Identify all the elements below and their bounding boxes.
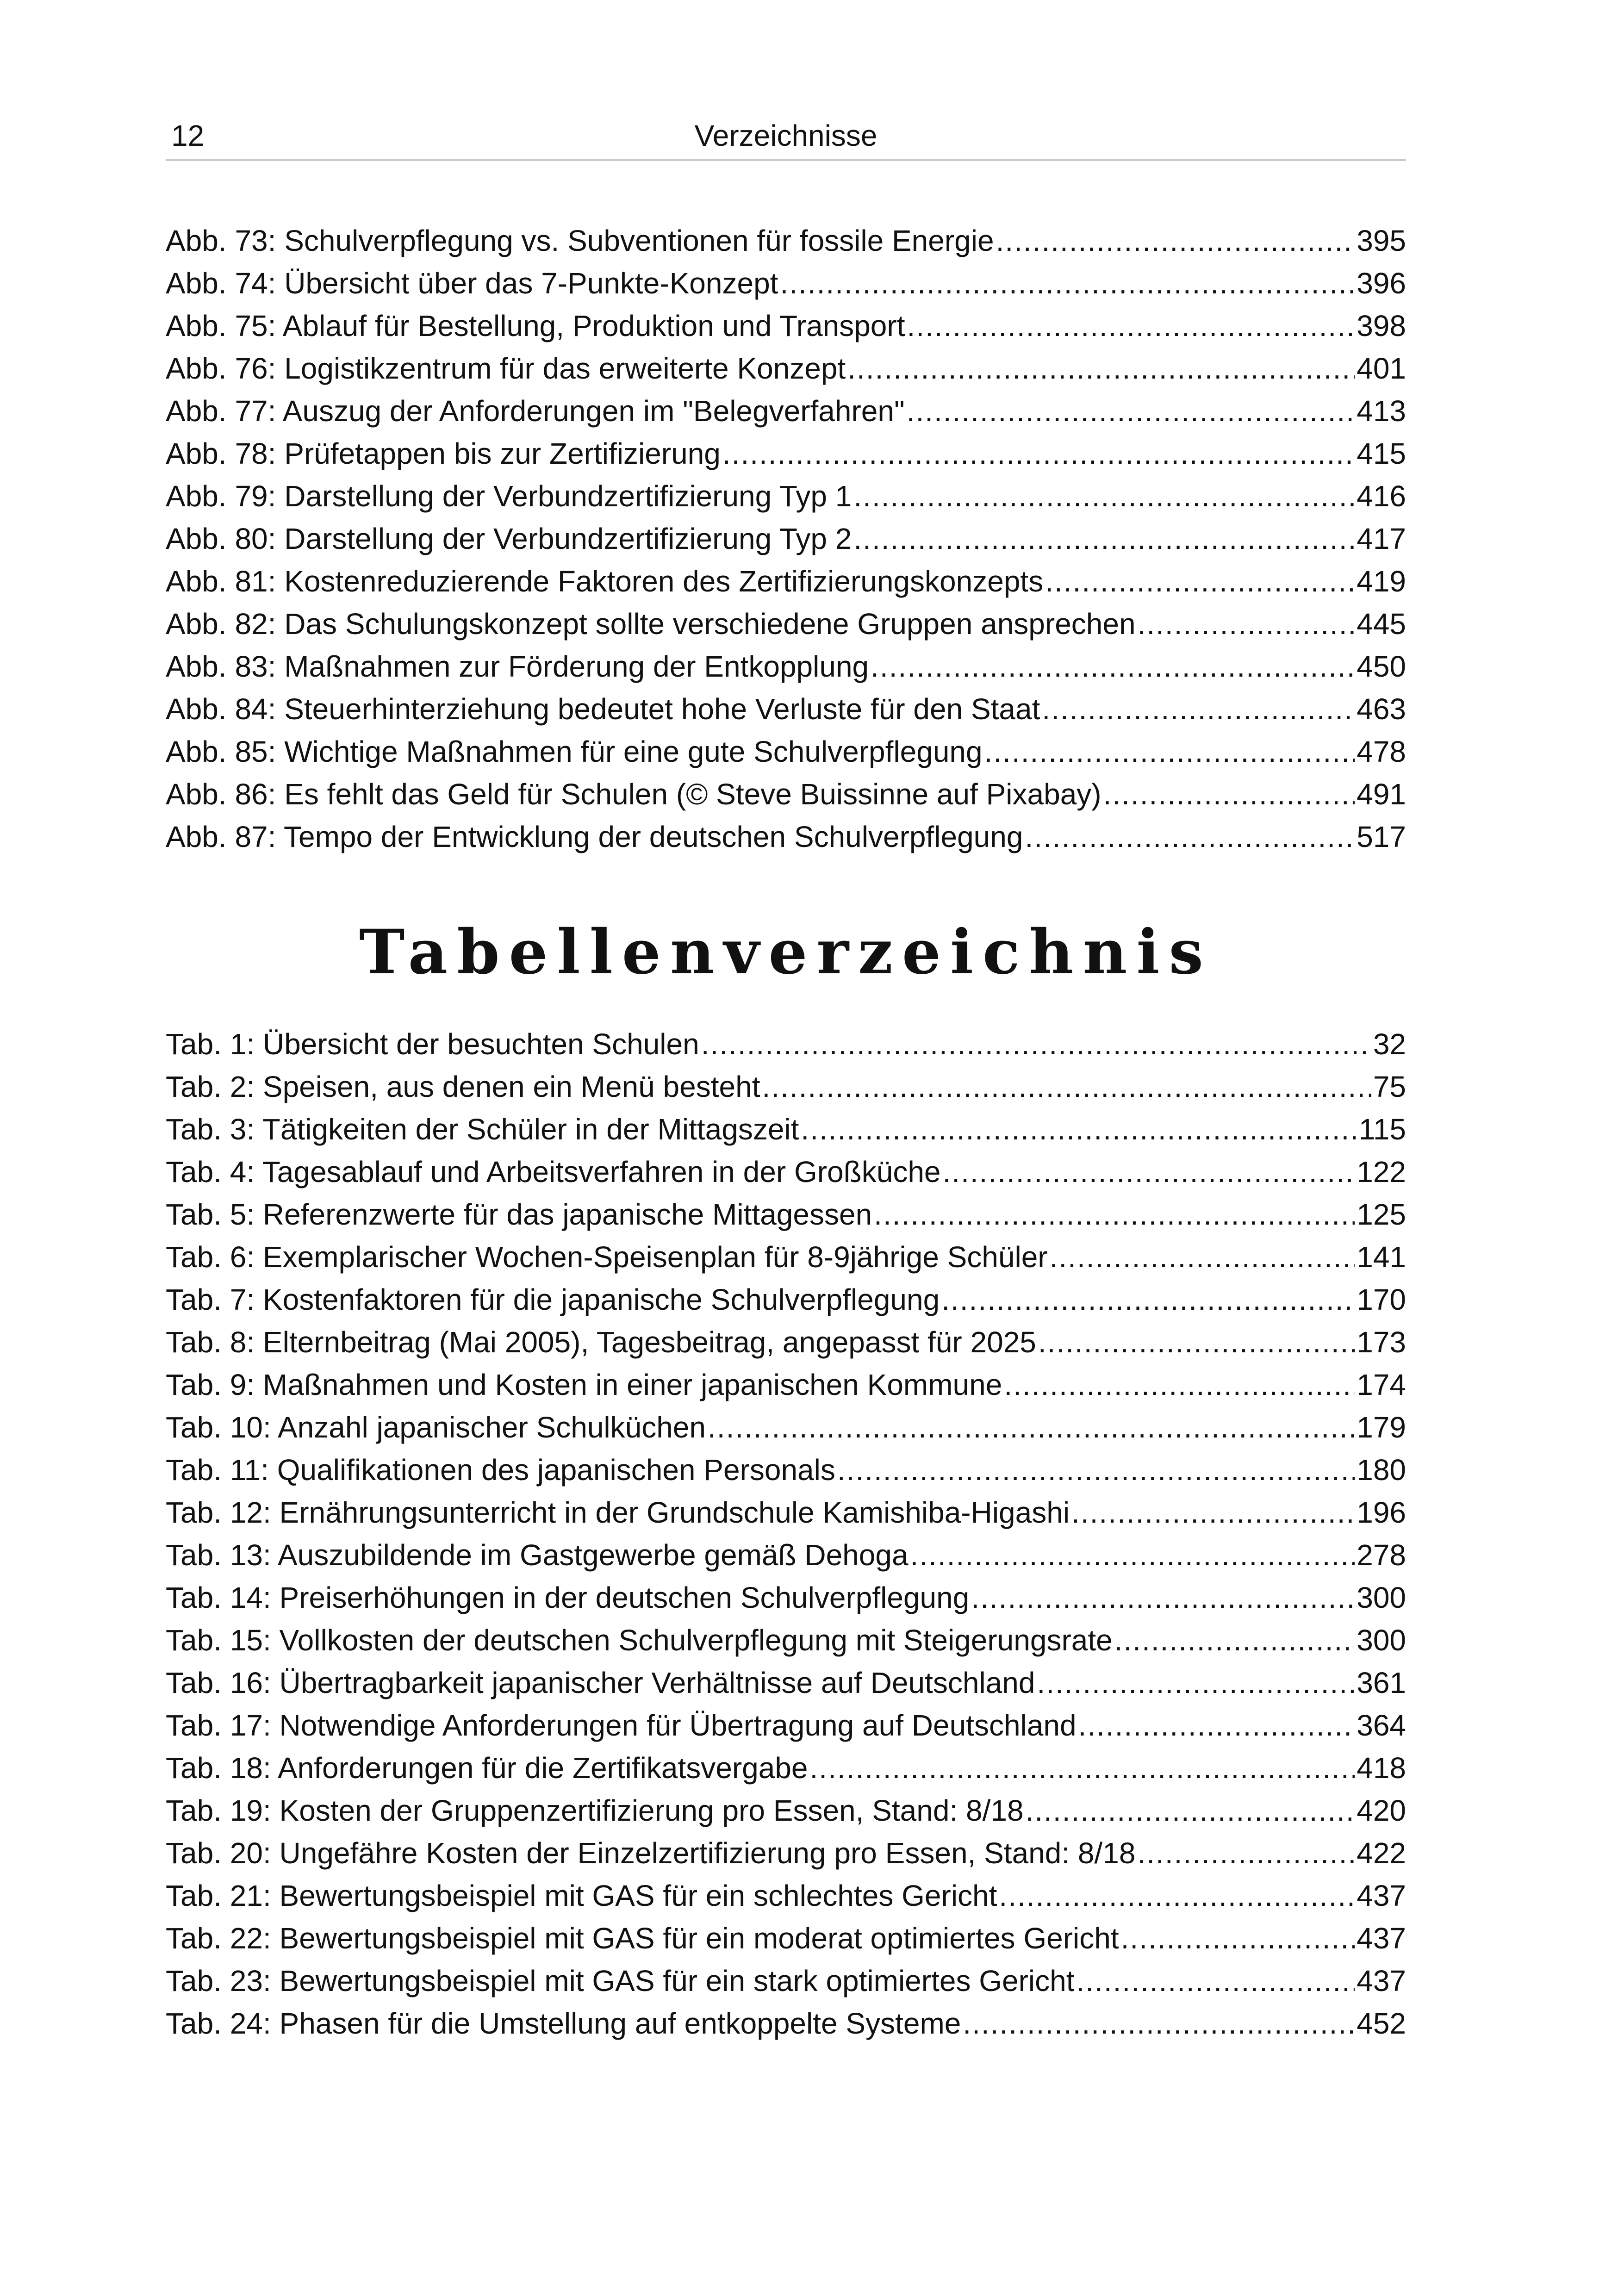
figure-entry-page-number: 395 bbox=[1357, 224, 1406, 257]
figure-entry-title: Abb. 80: Darstellung der Verbundzertifizierung Typ 2 bbox=[166, 522, 852, 555]
figure-entry[interactable] bbox=[166, 730, 1406, 773]
table-entry-page-number: 75 bbox=[1373, 1070, 1406, 1103]
table-entry-page-number: 437 bbox=[1357, 1879, 1406, 1912]
figure-entry-title: Abb. 82: Das Schulungskonzept sollte verschiedene Gruppen ansprechen bbox=[166, 607, 1136, 641]
dot-leader bbox=[1078, 1704, 1355, 1747]
table-entry[interactable] bbox=[166, 1619, 1406, 1661]
dot-leader bbox=[910, 1534, 1355, 1576]
table-entry-page-number: 300 bbox=[1357, 1581, 1406, 1614]
figure-entry[interactable] bbox=[166, 347, 1406, 390]
table-entry-page-number: 361 bbox=[1357, 1666, 1406, 1699]
figure-entry[interactable] bbox=[166, 432, 1406, 475]
table-entry[interactable] bbox=[166, 1874, 1406, 1917]
table-entry[interactable] bbox=[166, 1363, 1406, 1406]
running-header bbox=[166, 117, 1406, 161]
dot-leader bbox=[722, 432, 1355, 475]
dot-leader bbox=[1025, 815, 1355, 858]
table-entry-page-number: 300 bbox=[1357, 1624, 1406, 1657]
figure-entry-page-number: 419 bbox=[1357, 565, 1406, 598]
dot-leader bbox=[871, 645, 1355, 688]
table-entry-page-number: 180 bbox=[1357, 1453, 1406, 1487]
dot-leader bbox=[971, 1576, 1355, 1619]
figure-entry[interactable] bbox=[166, 475, 1406, 517]
dot-leader bbox=[907, 305, 1355, 347]
table-entry[interactable] bbox=[166, 1832, 1406, 1874]
dot-leader bbox=[853, 517, 1355, 560]
table-entry[interactable] bbox=[166, 1661, 1406, 1704]
table-entry-title: Tab. 18: Anforderungen für die Zertifikatsvergabe bbox=[166, 1751, 808, 1785]
table-entry[interactable] bbox=[166, 1917, 1406, 1960]
table-entry-page-number: 418 bbox=[1357, 1751, 1406, 1785]
figure-entry-title: Abb. 77: Auszug der Anforderungen im "Belegverfahren" bbox=[166, 394, 905, 428]
figure-entry-title: Abb. 73: Schulverpflegung vs. Subventionen für fossile Energie bbox=[166, 224, 994, 257]
page-number: 12 bbox=[171, 119, 205, 152]
table-entry-page-number: 278 bbox=[1357, 1538, 1406, 1572]
table-entry[interactable] bbox=[166, 1278, 1406, 1321]
dot-leader bbox=[941, 1278, 1355, 1321]
table-entry-title: Tab. 9: Maßnahmen und Kosten in einer japanischen Kommune bbox=[166, 1368, 1002, 1401]
dot-leader bbox=[943, 1151, 1355, 1193]
figure-entry-title: Abb. 78: Prüfetappen bis zur Zertifizierung bbox=[166, 437, 721, 470]
figure-entry-title: Abb. 79: Darstellung der Verbundzertifizierung Typ 1 bbox=[166, 479, 852, 513]
figure-entry-page-number: 396 bbox=[1357, 267, 1406, 300]
figure-entry[interactable] bbox=[166, 688, 1406, 730]
table-entry-page-number: 420 bbox=[1357, 1794, 1406, 1827]
figure-entry[interactable] bbox=[166, 262, 1406, 305]
figure-entry[interactable] bbox=[166, 390, 1406, 432]
figure-entry[interactable] bbox=[166, 560, 1406, 603]
dot-leader bbox=[1071, 1491, 1355, 1534]
dot-leader bbox=[1077, 1960, 1355, 2002]
table-entry-title: Tab. 8: Elternbeitrag (Mai 2005), Tagesbeitrag, angepasst für 2025 bbox=[166, 1325, 1036, 1359]
dot-leader bbox=[874, 1193, 1355, 1236]
dot-leader bbox=[1045, 560, 1355, 603]
figure-entry-title: Abb. 75: Ablauf für Bestellung, Produktion und Transport bbox=[166, 309, 905, 342]
dot-leader bbox=[1121, 1917, 1355, 1960]
dot-leader bbox=[963, 2002, 1355, 2045]
dot-leader bbox=[847, 347, 1355, 390]
table-entry-title: Tab. 24: Phasen für die Umstellung auf entkoppelte Systeme bbox=[166, 2007, 961, 2040]
dot-leader bbox=[1137, 1832, 1355, 1874]
figure-entry-page-number: 416 bbox=[1357, 479, 1406, 513]
table-entry[interactable] bbox=[166, 1193, 1406, 1236]
table-entry-title: Tab. 5: Referenzwerte für das japanische Mittagessen bbox=[166, 1198, 872, 1231]
dot-leader bbox=[780, 262, 1355, 305]
table-entry[interactable] bbox=[166, 1108, 1406, 1151]
table-entry[interactable] bbox=[166, 2002, 1406, 2045]
table-entry-title: Tab. 7: Kostenfaktoren für die japanische Schulverpflegung bbox=[166, 1283, 940, 1316]
dot-leader bbox=[810, 1747, 1355, 1789]
table-entry-page-number: 437 bbox=[1357, 1922, 1406, 1955]
figure-entry-page-number: 450 bbox=[1357, 650, 1406, 683]
figure-entry[interactable] bbox=[166, 603, 1406, 645]
table-entry[interactable] bbox=[166, 1960, 1406, 2002]
table-entry[interactable] bbox=[166, 1534, 1406, 1576]
dot-leader bbox=[837, 1449, 1355, 1491]
dot-leader bbox=[999, 1874, 1355, 1917]
table-entry-title: Tab. 6: Exemplarischer Wochen-Speisenplan für 8-9jährige Schüler bbox=[166, 1240, 1048, 1274]
table-index-list bbox=[166, 1023, 1406, 2045]
table-entry[interactable] bbox=[166, 1576, 1406, 1619]
dot-leader bbox=[996, 219, 1355, 262]
table-entry-page-number: 422 bbox=[1357, 1836, 1406, 1870]
table-entry-title: Tab. 15: Vollkosten der deutschen Schulverpflegung mit Steigerungsrate bbox=[166, 1624, 1113, 1657]
figure-entry-title: Abb. 84: Steuerhinterziehung bedeutet hohe Verluste für den Staat bbox=[166, 692, 1040, 726]
table-entry-page-number: 125 bbox=[1357, 1198, 1406, 1231]
table-entry-page-number: 141 bbox=[1357, 1240, 1406, 1274]
table-entry-title: Tab. 11: Qualifikationen des japanischen Personals bbox=[166, 1453, 835, 1487]
table-entry-title: Tab. 1: Übersicht der besuchten Schulen bbox=[166, 1027, 699, 1061]
table-entry-title: Tab. 12: Ernährungsunterricht in der Grundschule Kamishiba-Higashi bbox=[166, 1496, 1070, 1529]
table-entry[interactable] bbox=[166, 1747, 1406, 1789]
dot-leader bbox=[801, 1108, 1357, 1151]
dot-leader bbox=[984, 730, 1355, 773]
figure-entry-title: Abb. 83: Maßnahmen zur Förderung der Entkopplung bbox=[166, 650, 869, 683]
table-entry-page-number: 452 bbox=[1357, 2007, 1406, 2040]
dot-leader bbox=[1004, 1363, 1355, 1406]
dot-leader bbox=[1037, 1661, 1355, 1704]
figure-entry-title: Abb. 85: Wichtige Maßnahmen für eine gute Schulverpflegung bbox=[166, 735, 983, 768]
dot-leader bbox=[762, 1065, 1371, 1108]
figure-entry-title: Abb. 74: Übersicht über das 7-Punkte-Konzept bbox=[166, 267, 778, 300]
table-entry-page-number: 32 bbox=[1373, 1027, 1406, 1061]
figure-entry-page-number: 413 bbox=[1357, 394, 1406, 428]
table-entry-page-number: 179 bbox=[1357, 1411, 1406, 1444]
running-header-title: Verzeichnisse bbox=[694, 119, 877, 152]
table-entry-title: Tab. 23: Bewertungsbeispiel mit GAS für ein stark optimiertes Gericht bbox=[166, 1964, 1075, 1997]
table-entry-title: Tab. 4: Tagesablauf und Arbeitsverfahren in der Großküche bbox=[166, 1155, 941, 1188]
dot-leader bbox=[853, 475, 1355, 517]
figure-entry-page-number: 401 bbox=[1357, 352, 1406, 385]
table-entry[interactable] bbox=[166, 1321, 1406, 1363]
dot-leader bbox=[701, 1023, 1371, 1065]
figure-entry-title: Abb. 87: Tempo der Entwicklung der deutschen Schulverpflegung bbox=[166, 820, 1023, 853]
figure-entry[interactable] bbox=[166, 645, 1406, 688]
table-entry[interactable] bbox=[166, 1065, 1406, 1108]
table-entry-title: Tab. 2: Speisen, aus denen ein Menü besteht bbox=[166, 1070, 760, 1103]
figure-entry[interactable] bbox=[166, 773, 1406, 815]
figure-entry[interactable] bbox=[166, 517, 1406, 560]
figure-entry-page-number: 491 bbox=[1357, 778, 1406, 811]
figure-entry-page-number: 417 bbox=[1357, 522, 1406, 555]
table-entry-page-number: 174 bbox=[1357, 1368, 1406, 1401]
tables-index-heading: Tabellenverzeichnis bbox=[359, 916, 1213, 988]
figure-entry-title: Abb. 86: Es fehlt das Geld für Schulen (© Steve Buissinne auf Pixabay) bbox=[166, 778, 1101, 811]
dot-leader bbox=[708, 1406, 1355, 1449]
table-entry[interactable] bbox=[166, 1704, 1406, 1747]
table-entry-title: Tab. 16: Übertragbarkeit japanischer Verhältnisse auf Deutschland bbox=[166, 1666, 1035, 1699]
table-entry-page-number: 196 bbox=[1357, 1496, 1406, 1529]
figure-entry[interactable] bbox=[166, 815, 1406, 858]
table-entry[interactable] bbox=[166, 1236, 1406, 1278]
figure-entry[interactable] bbox=[166, 305, 1406, 347]
table-entry-page-number: 122 bbox=[1357, 1155, 1406, 1188]
table-entry[interactable] bbox=[166, 1491, 1406, 1534]
figure-entry-title: Abb. 76: Logistikzentrum für das erweiterte Konzept bbox=[166, 352, 846, 385]
figure-entry-page-number: 517 bbox=[1357, 820, 1406, 853]
figure-entry-page-number: 445 bbox=[1357, 607, 1406, 641]
dot-leader bbox=[1038, 1321, 1355, 1363]
table-entry-title: Tab. 17: Notwendige Anforderungen für Übertragung auf Deutschland bbox=[166, 1709, 1077, 1742]
table-entry-title: Tab. 19: Kosten der Gruppenzertifizierung pro Essen, Stand: 8/18 bbox=[166, 1794, 1024, 1827]
figure-entry-page-number: 415 bbox=[1357, 437, 1406, 470]
table-entry[interactable] bbox=[166, 1406, 1406, 1449]
table-entry-title: Tab. 10: Anzahl japanischer Schulküchen bbox=[166, 1411, 706, 1444]
table-entry-page-number: 170 bbox=[1357, 1283, 1406, 1316]
table-entry-title: Tab. 21: Bewertungsbeispiel mit GAS für ein schlechtes Gericht bbox=[166, 1879, 997, 1912]
table-entry-title: Tab. 13: Auszubildende im Gastgewerbe gemäß Dehoga bbox=[166, 1538, 909, 1572]
dot-leader bbox=[1050, 1236, 1355, 1278]
figure-index-list bbox=[166, 219, 1406, 858]
table-entry-title: Tab. 3: Tätigkeiten der Schüler in der Mittagszeit bbox=[166, 1113, 799, 1146]
figure-entry-page-number: 398 bbox=[1357, 309, 1406, 342]
table-entry[interactable] bbox=[166, 1023, 1406, 1065]
table-entry-page-number: 364 bbox=[1357, 1709, 1406, 1742]
table-entry-page-number: 437 bbox=[1357, 1964, 1406, 1997]
figure-entry-page-number: 463 bbox=[1357, 692, 1406, 726]
table-entry[interactable] bbox=[166, 1449, 1406, 1491]
table-entry-title: Tab. 14: Preiserhöhungen in der deutschen Schulverpflegung bbox=[166, 1581, 970, 1614]
dot-leader bbox=[1138, 603, 1355, 645]
dot-leader bbox=[1114, 1619, 1355, 1661]
table-entry[interactable] bbox=[166, 1789, 1406, 1832]
dot-leader bbox=[1026, 1789, 1355, 1832]
figure-entry-page-number: 478 bbox=[1357, 735, 1406, 768]
table-entry-title: Tab. 20: Ungefähre Kosten der Einzelzertifizierung pro Essen, Stand: 8/18 bbox=[166, 1836, 1136, 1870]
dot-leader bbox=[1042, 688, 1355, 730]
table-entry[interactable] bbox=[166, 1151, 1406, 1193]
dot-leader bbox=[907, 390, 1355, 432]
table-entry-page-number: 115 bbox=[1358, 1113, 1406, 1146]
figure-entry-title: Abb. 81: Kostenreduzierende Faktoren des Zertifizierungskonzepts bbox=[166, 565, 1044, 598]
figure-entry[interactable] bbox=[166, 219, 1406, 262]
table-entry-title: Tab. 22: Bewertungsbeispiel mit GAS für ein moderat optimiertes Gericht bbox=[166, 1922, 1119, 1955]
table-entry-page-number: 173 bbox=[1357, 1325, 1406, 1359]
dot-leader bbox=[1103, 773, 1355, 815]
